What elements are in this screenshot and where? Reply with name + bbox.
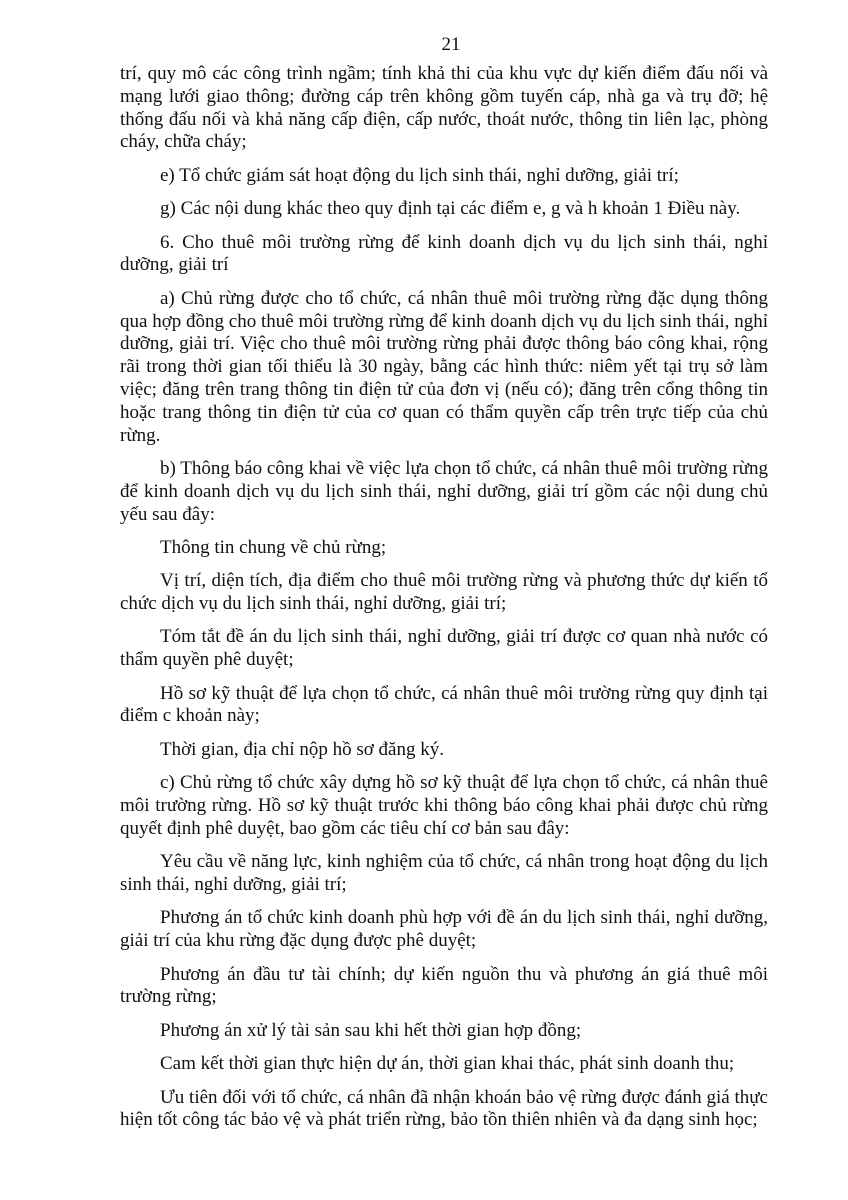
page-number: 21 [441,34,461,55]
paragraph: Thời gian, địa chỉ nộp hồ sơ đăng ký. [160,738,444,760]
paragraph: Vị trí, diện tích, địa điểm cho thuê môi trường rừng và phương thức dự kiến tổ chức dịch vụ du lịch sinh thái, nghỉ dưỡng, giải trí; [120,570,768,615]
paragraph: Hồ sơ kỹ thuật để lựa chọn tổ chức, cá nhân thuê môi trường rừng quy định tại điểm c khoản này; [120,682,768,727]
paragraph: 6. Cho thuê môi trường rừng để kinh doanh dịch vụ du lịch sinh thái, nghỉ dưỡng, giải trí [120,231,768,276]
paragraph: g) Các nội dung khác theo quy định tại các điểm e, g và h khoản 1 Điều này. [160,198,741,220]
paragraph: trí, quy mô các công trình ngầm; tính khả thi của khu vực dự kiến điểm đấu nối và mạng lưới giao thông; đường cáp trên không gồm tuyến cáp, nhà ga và trụ đỡ; hệ thống đấu nối và khả năng cấp điện, cấp nước, thoát nước, thông tin liên lạc, phòng cháy, chữa cháy; [120,63,768,153]
paragraph: a) Chủ rừng được cho tổ chức, cá nhân thuê môi trường rừng đặc dụng thông qua hợp đồng cho thuê môi trường rừng để kinh doanh dịch vụ du lịch sinh thái, nghỉ dưỡng, giải trí. Việc cho thuê môi trường rừng phải được thông báo công khai, rộng rãi trong thời gian tối thiểu là 30 ngày, bằng các hình thức: niêm yết tại trụ sở làm việc; đăng trên trang thông tin điện tử của đơn vị (nếu có); đăng trên cổng thông tin hoặc trang thông tin điện tử của cơ quan có thẩm quyền cấp trên trực tiếp của chủ rừng. [120,287,768,446]
paragraph: b) Thông báo công khai về việc lựa chọn tổ chức, cá nhân thuê môi trường rừng để kinh doanh dịch vụ du lịch sinh thái, nghỉ dưỡng, giải trí gồm các nội dung chủ yếu sau đây: [120,457,768,525]
paragraph: Tóm tắt đề án du lịch sinh thái, nghỉ dưỡng, giải trí được cơ quan nhà nước có thẩm quyền phê duyệt; [120,626,768,671]
paragraph: Thông tin chung về chủ rừng; [160,536,387,558]
paragraph: Phương án tổ chức kinh doanh phù hợp với đề án du lịch sinh thái, nghỉ dưỡng, giải trí của khu rừng đặc dụng được phê duyệt; [120,907,768,952]
paragraph: c) Chủ rừng tổ chức xây dựng hồ sơ kỹ thuật để lựa chọn tổ chức, cá nhân thuê môi trường rừng. Hồ sơ kỹ thuật trước khi thông báo công khai phải được chủ rừng quyết định phê duyệt, bao gồm các tiêu chí cơ bản sau đây: [120,772,768,839]
paragraph: Cam kết thời gian thực hiện dự án, thời gian khai thác, phát sinh doanh thu; [160,1053,735,1075]
paragraph: Phương án đầu tư tài chính; dự kiến nguồn thu và phương án giá thuê môi trường rừng; [120,963,768,1008]
paragraph: Yêu cầu về năng lực, kinh nghiệm của tổ chức, cá nhân trong hoạt động du lịch sinh thái, nghỉ dưỡng, giải trí; [120,851,768,896]
paragraph: Ưu tiên đối với tổ chức, cá nhân đã nhận khoán bảo vệ rừng được đánh giá thực hiện tốt công tác bảo vệ và phát triển rừng, bảo tồn thiên nhiên và đa dạng sinh học; [120,1086,768,1131]
paragraph: Phương án xử lý tài sản sau khi hết thời gian hợp đồng; [160,1019,582,1041]
paragraph: e) Tổ chức giám sát hoạt động du lịch sinh thái, nghỉ dưỡng, giải trí; [160,164,679,186]
body-text [120,63,768,1132]
